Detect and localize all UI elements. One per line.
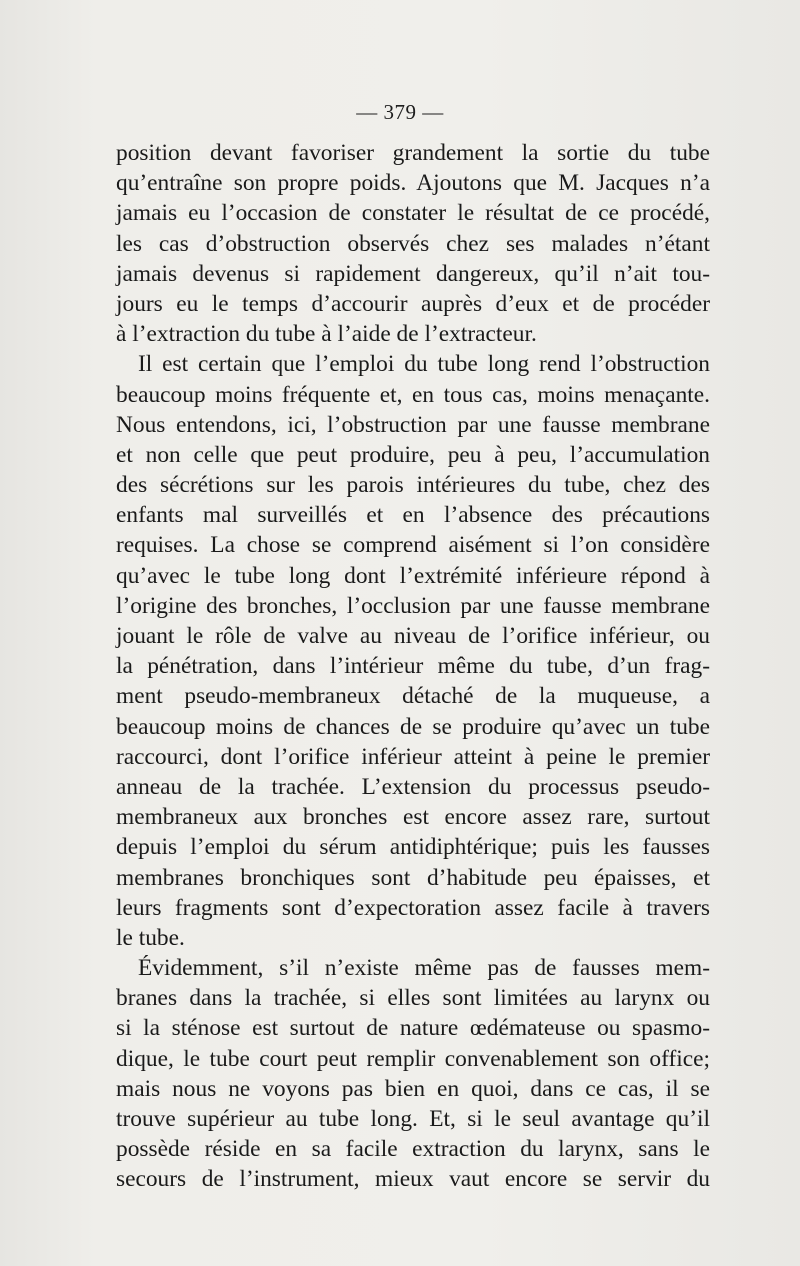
paragraph-3 xyxy=(116,953,710,1195)
text-line: membraneux aux bronches est encore assez rare, surtout xyxy=(116,804,710,831)
text-line: des sécrétions sur les parois intérieures du tube, chez des xyxy=(116,472,710,499)
text-line: la pénétration, dans l’intérieur même du tube, d’un frag- xyxy=(116,653,710,680)
page-number: — 379 — xyxy=(356,100,444,124)
text-line: leurs fragments sont d’expectoration assez facile à travers xyxy=(116,894,710,921)
text-line: mais nous ne voyons pas bien en quoi, dans ce cas, il se xyxy=(116,1075,710,1102)
text-line: qu’entraîne son propre poids. Ajoutons que M. Jacques n’a xyxy=(116,170,710,197)
text-line: jouant le rôle de valve au niveau de l’orifice inférieur, ou xyxy=(116,623,710,649)
text-line: et non celle que peut produire, peu à peu, l’accumulation xyxy=(116,441,710,468)
text-line: Nous entendons, ici, l’obstruction par une fausse membrane xyxy=(116,411,710,438)
text-line: trouve supérieur au tube long. Et, si le seul avantage qu’il xyxy=(116,1106,710,1132)
text-line: jamais eu l’occasion de constater le résultat de ce procédé, xyxy=(116,200,710,227)
text-line: possède réside en sa facile extraction du larynx, sans le xyxy=(116,1136,710,1163)
text-line: ment pseudo-membraneux détaché de la muqueuse, a xyxy=(116,683,710,710)
text-line: jours eu le temps d’accourir auprès d’eux et de procéder xyxy=(116,290,710,317)
text-line: le tube. xyxy=(116,924,185,951)
text-line: position devant favoriser grandement la sortie du tube xyxy=(116,140,710,166)
text-line: membranes bronchiques sont d’habitude peu épaisses, et xyxy=(116,864,710,891)
body-text xyxy=(116,138,710,1195)
text-line: enfants mal surveillés et en l’absence des précautions xyxy=(116,502,710,529)
text-line: Il est certain que l’emploi du tube long rend l’obstruction xyxy=(138,351,710,378)
text-line: secours de l’instrument, mieux vaut encore se servir du xyxy=(116,1166,710,1193)
text-line: Évidemment, s’il n’existe même pas de fausses mem- xyxy=(138,955,710,982)
text-line: les cas d’obstruction observés chez ses malades n’étant xyxy=(116,230,710,257)
text-line: jamais devenus si rapidement dangereux, qu’il n’ait tou- xyxy=(116,260,710,287)
text-line: branes dans la trachée, si elles sont limitées au larynx ou xyxy=(116,985,710,1012)
paragraph-2 xyxy=(116,349,710,953)
text-line: raccourci, dont l’orifice inférieur atteint à peine le premier xyxy=(116,743,710,770)
text-line: dique, le tube court peut remplir convenablement son office; xyxy=(116,1045,710,1072)
text-line: si la sténose est surtout de nature œdémateuse ou spasmo- xyxy=(116,1015,710,1042)
text-line: l’origine des bronches, l’occlusion par une fausse membrane xyxy=(116,592,710,619)
text-line: à l’extraction du tube à l’aide de l’extracteur. xyxy=(116,321,537,348)
paragraph-1 xyxy=(116,138,710,349)
text-line: qu’avec le tube long dont l’extrémité inférieure répond à xyxy=(116,562,710,589)
text-line: requises. La chose se comprend aisément si l’on considère xyxy=(116,532,710,559)
text-line: beaucoup moins de chances de se produire qu’avec un tube xyxy=(116,713,710,740)
text-line: anneau de la trachée. L’extension du processus pseudo- xyxy=(116,773,710,800)
text-line: beaucoup moins fréquente et, en tous cas, moins menaçante. xyxy=(116,381,710,408)
text-line: depuis l’emploi du sérum antidiphtérique; puis les fausses xyxy=(116,834,710,861)
